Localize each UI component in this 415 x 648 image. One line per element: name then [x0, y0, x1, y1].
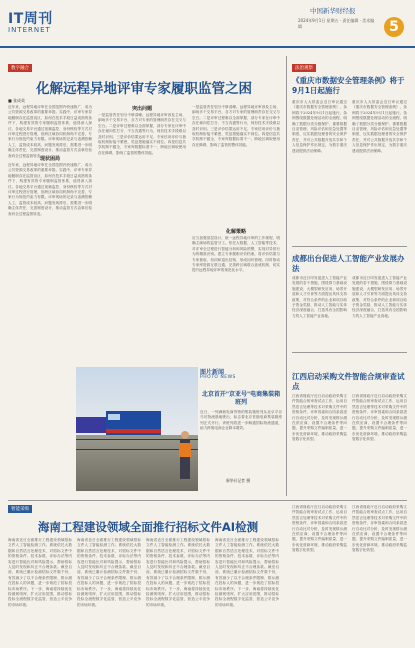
section-title: IT周刊: [8, 11, 53, 27]
photo-worker-head: [181, 431, 189, 439]
right-divider-2: [292, 352, 407, 353]
lead-byline: ■ 张成英: [8, 98, 26, 103]
photo-caption-text: 近日，一列满载电商货物的集装箱班列从北京平谷马坊物流基地驶出，标志着北京首趟电商集装箱班列正式开行。该班列将进一步畅通国际物流通道，助力跨境电商企业降本增效。: [200, 410, 282, 431]
right-divider-1: [292, 246, 407, 247]
photo-credit: 新华社记者 摄: [226, 478, 250, 483]
photo-worker-vest: [179, 443, 191, 457]
right-top-headline: 《重庆市数据安全管理条例》将于9月1日起施行: [292, 76, 405, 95]
page-header: [0, 0, 415, 48]
right-mid-headline: 成都出台促进人工智能产业发展办法: [292, 254, 405, 273]
right-top-col2: 重庆市人大常委会近日审议通过《重庆市数据安全管理条例》，条例将于2024年9月1日起施行。条例围绕数据处理活动的全流程，明确了数据分类分级保护、重要数据目录管理、风险评估和应急处置等制度，压实数据处理者的安全保护责任，并对公共数据开放共享和个人信息保护作出规定，为数字重庆建设提供法治保障。: [352, 100, 407, 153]
right-bottom-col1: 江西省财政厅近日启动政府采购文件智能合规审查试点工作，运用自然语言处理等技术对采购文件中的资格条件、评审因素和合同条款进行自动比对分析，及时发现排斥潜在供应商、设置不合理条件等问题，提升采购文件编制质量，进一步优化营商环境，推动政府采购监管数字化转型。: [292, 394, 347, 442]
photo-locomotive-stripe: [106, 429, 161, 433]
header-rule: [0, 46, 415, 48]
photo-news-label-en: PHOTO NEWS: [200, 375, 236, 380]
lead-subhead-3: 化解策略: [225, 229, 246, 235]
lead-col2-text: 一是监管责任划分不够清晰。远程异地评审涉及主场、副场多个交易平台，各方对专家的管理职责存在交叉与空白。二是评审过程难以全面掌握，部分专家在评审中存在倾向性打分、不当沟通等行为，现有技术手段难以及时识别。三是评价结果运用不足，专家信用评价与抽取机制衔接不紧密，奖惩措施落实不到位。四是信息共享机制不健全，专家库数据标准不一，跨地区调取使用存在障碍，影响了监管的整体效能。: [98, 113, 186, 155]
lead-col3-text: 应当加强顶层设计，统一远程异地评审的工作规程，明确主副场的监管分工。依托大数据、人工智能等技术，对评审全过程进行智能分析和风险预警，实现对异常行为的精准识别。建立专家履职评价档案，将评价结果与专家抽取、培训和退出挂钩，形成闭环管理。同时推动专家库资源互联互通，完善跨区域联合惩戒机制，切实提升远程异地评审的规范化水平。: [192, 236, 280, 273]
photo-container: [76, 417, 106, 433]
bottom-col4: 海南省近日全面推行工程建设领域招标文件人工智能检测工作。系统依托大数据和自然语言处理技术，对招标文件中的资格条件、技术参数、评标办法等内容进行智能比对和风险提示，帮助招标人及时发现和纠正不合理条款。截至目前，系统已累计检测招标文件数千份，有效减少了以不合理条件限制、排斥潜在投标人的问题，进一步规范了招标投标市场秩序。下一步，海南将持续优化检测规则库，扩大应用范围，推动招标投标全流程数字化监管，营造公平竞争的市场环境。: [215, 538, 279, 607]
bottom-col3: 海南省近日全面推行工程建设领域招标文件人工智能检测工作。系统依托大数据和自然语言处理技术，对招标文件中的资格条件、技术参数、评标办法等内容进行智能比对和风险提示，帮助招标人及时发现和纠正不合理条款。截至目前，系统已累计检测招标文件数千份，有效减少了以不合理条件限制、排斥潜在投标人的问题，进一步规范了招标投标市场秩序。下一步，海南将持续优化检测规则库，扩大应用范围，推动招标投标全流程数字化监管，营造公平竞争的市场环境。: [146, 538, 210, 607]
lead-tag: 数字融合: [8, 64, 32, 72]
right-bottom-headline: 江西启动采购文件智能合规审查试点: [292, 372, 405, 391]
photo-windshield: [108, 414, 120, 420]
photo-news-label: 图片新闻: [200, 369, 225, 376]
lead-subhead-1: 现状困局: [39, 156, 60, 162]
right-top-tag: 法治观察: [292, 64, 316, 72]
column-divider: [286, 56, 287, 496]
right-bottom-col3: 江西省财政厅近日启动政府采购文件智能合规审查试点工作，运用自然语言处理等技术对采购文件中的资格条件、评审因素和合同条款进行自动比对分析，及时发现排斥潜在供应商、设置不合理条件等问题，提升采购文件编制质量，进一步优化营商环境，推动政府采购监管数字化转型。: [292, 505, 347, 553]
photo-caption-title: 北京首开"京亚号"电商集装箱班列: [201, 391, 281, 406]
page-number-badge: 5: [384, 17, 404, 37]
right-top-col1: 重庆市人大常委会近日审议通过《重庆市数据安全管理条例》，条例将于2024年9月1日起施行。条例围绕数据处理活动的全流程，明确了数据分类分级保护、重要数据目录管理、风险评估和应急处置等制度，压实数据处理者的安全保护责任，并对公共数据开放共享和个人信息保护作出规定，为数字重庆建设提供法治保障。: [292, 100, 347, 153]
bottom-tag: 智能采购: [8, 505, 32, 513]
photo-train: [76, 367, 198, 491]
header-meta: 2024年9月1日 星期五 · 责任编辑 · 美术编辑: [298, 18, 375, 29]
right-mid-col1: 成都市近日印发促进人工智能产业发展的若干措施，围绕算力基础设施建设、大模型研发应用、场景开放和人才引育等方面提出具体支持政策，对符合条件的企业和项目给予资金奖励，推动人工智能与实体经济深度融合，打造具有全国影响力的人工智能产业高地。: [292, 276, 347, 318]
lead-col3-top: 一是监管责任划分不够清晰。远程异地评审涉及主场、副场多个交易平台，各方对专家的管理职责存在交叉与空白。二是评审过程难以全面掌握，部分专家在评审中存在倾向性打分、不当沟通等行为，现有技术手段难以及时识别。三是评价结果运用不足，专家信用评价与抽取机制衔接不紧密，奖惩措施落实不到位。四是信息共享机制不健全，专家库数据标准不一，跨地区调取使用存在障碍，影响了监管的整体效能。: [192, 105, 280, 147]
lead-subhead-2: 突出问题: [131, 106, 152, 112]
bottom-divider: [8, 500, 407, 501]
right-bottom-col2: 江西省财政厅近日启动政府采购文件智能合规审查试点工作，运用自然语言处理等技术对采购文件中的资格条件、评审因素和合同条款进行自动比对分析，及时发现排斥潜在供应商、设置不合理条件等问题，提升采购文件编制质量，进一步优化营商环境，推动政府采购监管数字化转型。: [352, 394, 407, 442]
bottom-headline: 海南工程建设领域全面推行招标文件AI检测: [37, 520, 259, 534]
bottom-col1: 海南省近日全面推行工程建设领域招标文件人工智能检测工作。系统依托大数据和自然语言处理技术，对招标文件中的资格条件、技术参数、评标办法等内容进行智能比对和风险提示，帮助招标人及时发现和纠正不合理条款。截至目前，系统已累计检测招标文件数千份，有效减少了以不合理条件限制、排斥潜在投标人的问题，进一步规范了招标投标市场秩序。下一步，海南将持续优化检测规则库，扩大应用范围，推动招标投标全流程数字化监管，营造公平竞争的市场环境。: [8, 538, 72, 607]
lead-col1-text: 近年来，远程异地评审在全国范围内快速推广，成为公共资源交易改革的重要举措。实践中，评审专家异地履职存在监管盲区，如何在技术手段日益成熟的条件下，构建有效的专家履职监管体系，值得深入探讨。各地交易平台通过视频监控、身份核验等方式对评审过程进行管理，但跨区域协同机制尚不完善，专家行为规范约束力有限。评审现场的记录与追溯依赖人工，监管成本较高，问题发现滞后，需要进一步明确主体责任，完善制度设计，推动监管方式由事后检查向全过程监督转变。: [8, 163, 92, 216]
masthead: 中国新华财经报: [310, 7, 356, 15]
right-mid-col2: 成都市近日印发促进人工智能产业发展的若干措施，围绕算力基础设施建设、大模型研发应用、场景开放和人才引育等方面提出具体支持政策，对符合条件的企业和项目给予资金奖励，推动人工智能与实体经济深度融合，打造具有全国影响力的人工智能产业高地。: [352, 276, 407, 318]
right-bottom-col4: 江西省财政厅近日启动政府采购文件智能合规审查试点工作，运用自然语言处理等技术对采购文件中的资格条件、评审因素和合同条款进行自动比对分析，及时发现排斥潜在供应商、设置不合理条件等问题，提升采购文件编制质量，进一步优化营商环境，推动政府采购监管数字化转型。: [352, 505, 407, 553]
bottom-col2: 海南省近日全面推行工程建设领域招标文件人工智能检测工作。系统依托大数据和自然语言处理技术，对招标文件中的资格条件、技术参数、评标办法等内容进行智能比对和风险提示，帮助招标人及时发现和纠正不合理条款。截至目前，系统已累计检测招标文件数千份，有效减少了以不合理条件限制、排斥潜在投标人的问题，进一步规范了招标投标市场秩序。下一步，海南将持续优化检测规则库，扩大应用范围，推动招标投标全流程数字化监管，营造公平竞争的市场环境。: [77, 538, 141, 607]
section-title-en: INTERNET: [8, 26, 51, 34]
lead-col1-intro: 近年来，远程异地评审在全国范围内快速推广，成为公共资源交易改革的重要举措。实践中，评审专家异地履职存在监管盲区，如何在技术手段日益成熟的条件下，构建有效的专家履职监管体系，值得深入探讨。各地交易平台通过视频监控、身份核验等方式对评审过程进行管理，但跨区域协同机制尚不完善，专家行为规范约束力有限。评审现场的记录与追溯依赖人工，监管成本较高，问题发现滞后，需要进一步明确主体责任，完善制度设计，推动监管方式由事后检查向全过程监督转变。: [8, 105, 92, 158]
lead-headline: 化解远程异地评审专家履职监管之困: [36, 81, 252, 97]
